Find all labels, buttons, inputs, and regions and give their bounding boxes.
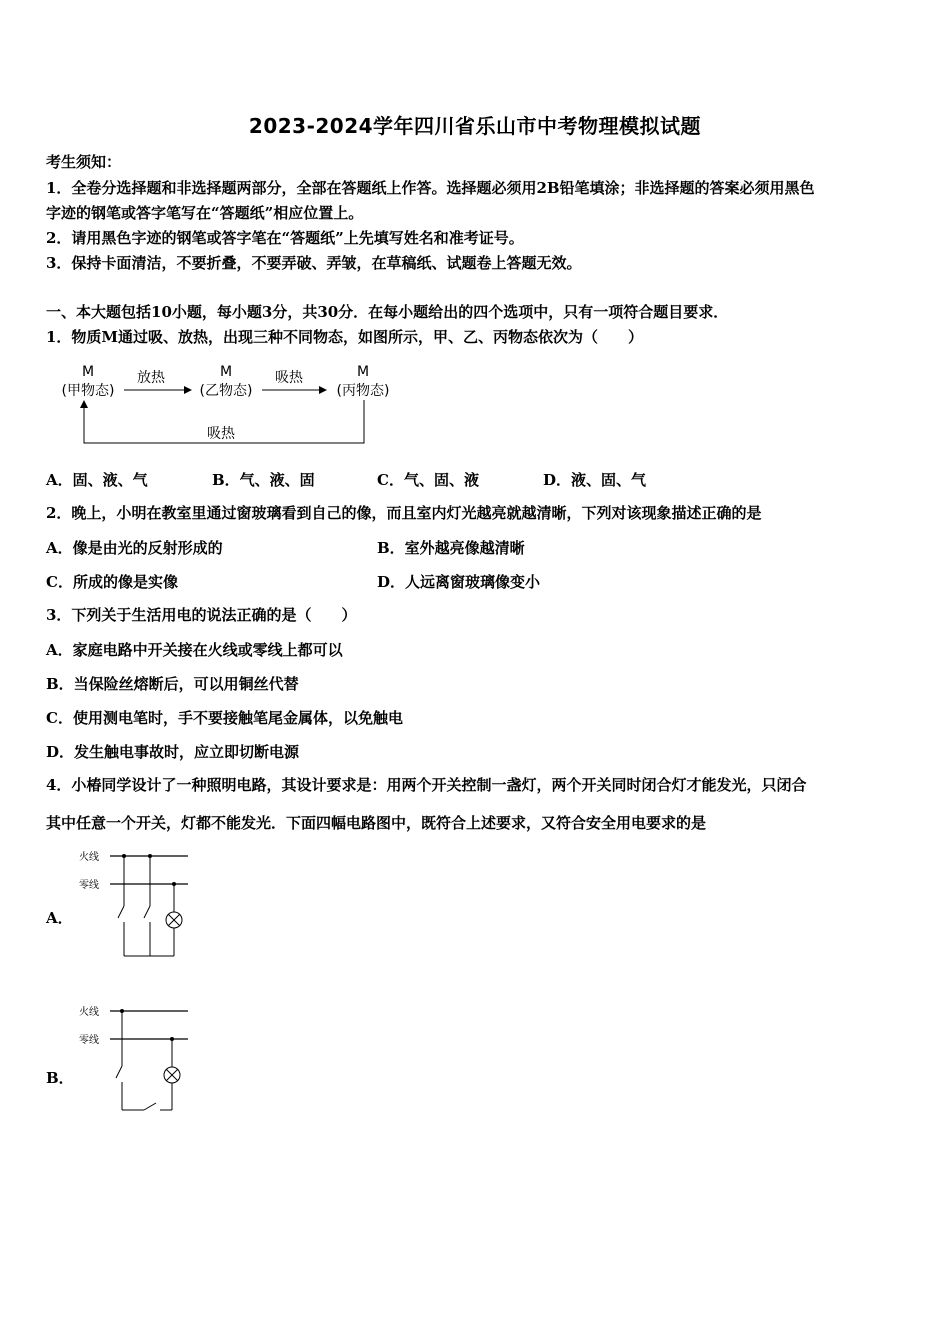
notice-item: 字迹的钢笔或答字笔写在“答题纸”相应位置上。: [46, 204, 364, 222]
q2-option-c: C．所成的像是实像: [46, 573, 178, 591]
question-2-stem: 2．晚上，小明在教室里通过窗玻璃看到自己的像，而且室内灯光越亮就越清晰，下列对该现象描述正确的是: [46, 504, 762, 522]
notice-item: 1．全卷分选择题和非选择题两部分，全部在答题纸上作答。选择题必须用2B铅笔填涂；非选择题的答案必须用黑色: [46, 179, 815, 197]
live-wire-label: 火线: [79, 852, 99, 863]
switch-1: [116, 1066, 122, 1078]
q3-option-a: A．家庭电路中开关接在火线或零线上都可以: [46, 641, 343, 659]
q2-option-b: B．室外越亮像越清晰: [377, 539, 525, 557]
circuit-diagram-b: [76, 1000, 196, 1118]
live-wire-label: 火线: [79, 1007, 99, 1018]
arrow-label-release: 放热: [137, 370, 165, 386]
question-4-stem: 4．小椿同学设计了一种照明电路，其设计要求是：用两个开关控制一盏灯，两个开关同时闭合灯才能发光，只闭合: [46, 776, 807, 794]
circuit-a-label: A．: [46, 909, 73, 927]
q1-option-b: B．气、液、固: [212, 471, 315, 489]
q3-option-c: C．使用测电笔时，手不要接触笔尾金属体，以免触电: [46, 709, 403, 727]
switch-2: [144, 906, 150, 918]
q1-option-d: D．液、固、气: [543, 471, 647, 489]
switch-1: [118, 906, 124, 918]
neutral-wire-label: 零线: [79, 1035, 99, 1046]
neutral-wire-label: 零线: [79, 880, 99, 891]
question-1-stem: 1．物质M通过吸、放热，出现三种不同物态，如图所示，甲、乙、丙物态依次为（ ）: [46, 328, 644, 346]
arrow-head: [319, 386, 327, 394]
state-change-diagram: [46, 360, 416, 450]
switch-2: [144, 1103, 156, 1110]
q3-option-d: D．发生触电事故时，应立即切断电源: [46, 743, 300, 761]
question-3-stem: 3．下列关于生活用电的说法正确的是（ ）: [46, 606, 357, 624]
arrow-head: [184, 386, 192, 394]
q2-option-a: A．像是由光的反射形成的: [46, 539, 223, 557]
notice-heading: 考生须知：: [46, 153, 122, 171]
arrow-head: [80, 400, 88, 408]
m-label: M: [81, 364, 95, 380]
circuit-b-label: B．: [46, 1069, 74, 1087]
page-title: 2023-2024学年四川省乐山市中考物理模拟试题: [248, 114, 702, 138]
arrow-label-absorb: 吸热: [275, 370, 303, 386]
question-4-stem: 其中任意一个开关，灯都不能发光．下面四幅电路图中，既符合上述要求，又符合安全用电要求的是: [46, 814, 707, 832]
q1-option-a: A．固、液、气: [46, 471, 148, 489]
m-label: M: [356, 364, 370, 380]
q1-option-c: C．气、固、液: [377, 471, 479, 489]
state-jia: (甲物态): [61, 383, 115, 399]
notice-item: 2．请用黑色字迹的钢笔或答字笔在“答题纸”上先填写姓名和准考证号。: [46, 229, 524, 247]
q3-option-b: B．当保险丝熔断后，可以用铜丝代替: [46, 675, 299, 693]
arrow-label-absorb: 吸热: [207, 426, 235, 442]
section-heading: 一、本大题包括10小题，每小题3分，共30分．在每小题给出的四个选项中，只有一项符合题目要求．: [46, 303, 729, 321]
q2-option-d: D．人远离窗玻璃像变小: [377, 573, 541, 591]
m-label: M: [219, 364, 233, 380]
notice-item: 3．保持卡面清洁，不要折叠，不要弄破、弄皱，在草稿纸、试题卷上答题无效。: [46, 254, 582, 272]
state-yi: (乙物态): [199, 383, 253, 399]
circuit-diagram-a: [76, 846, 196, 962]
state-bing: (丙物态): [336, 383, 390, 399]
